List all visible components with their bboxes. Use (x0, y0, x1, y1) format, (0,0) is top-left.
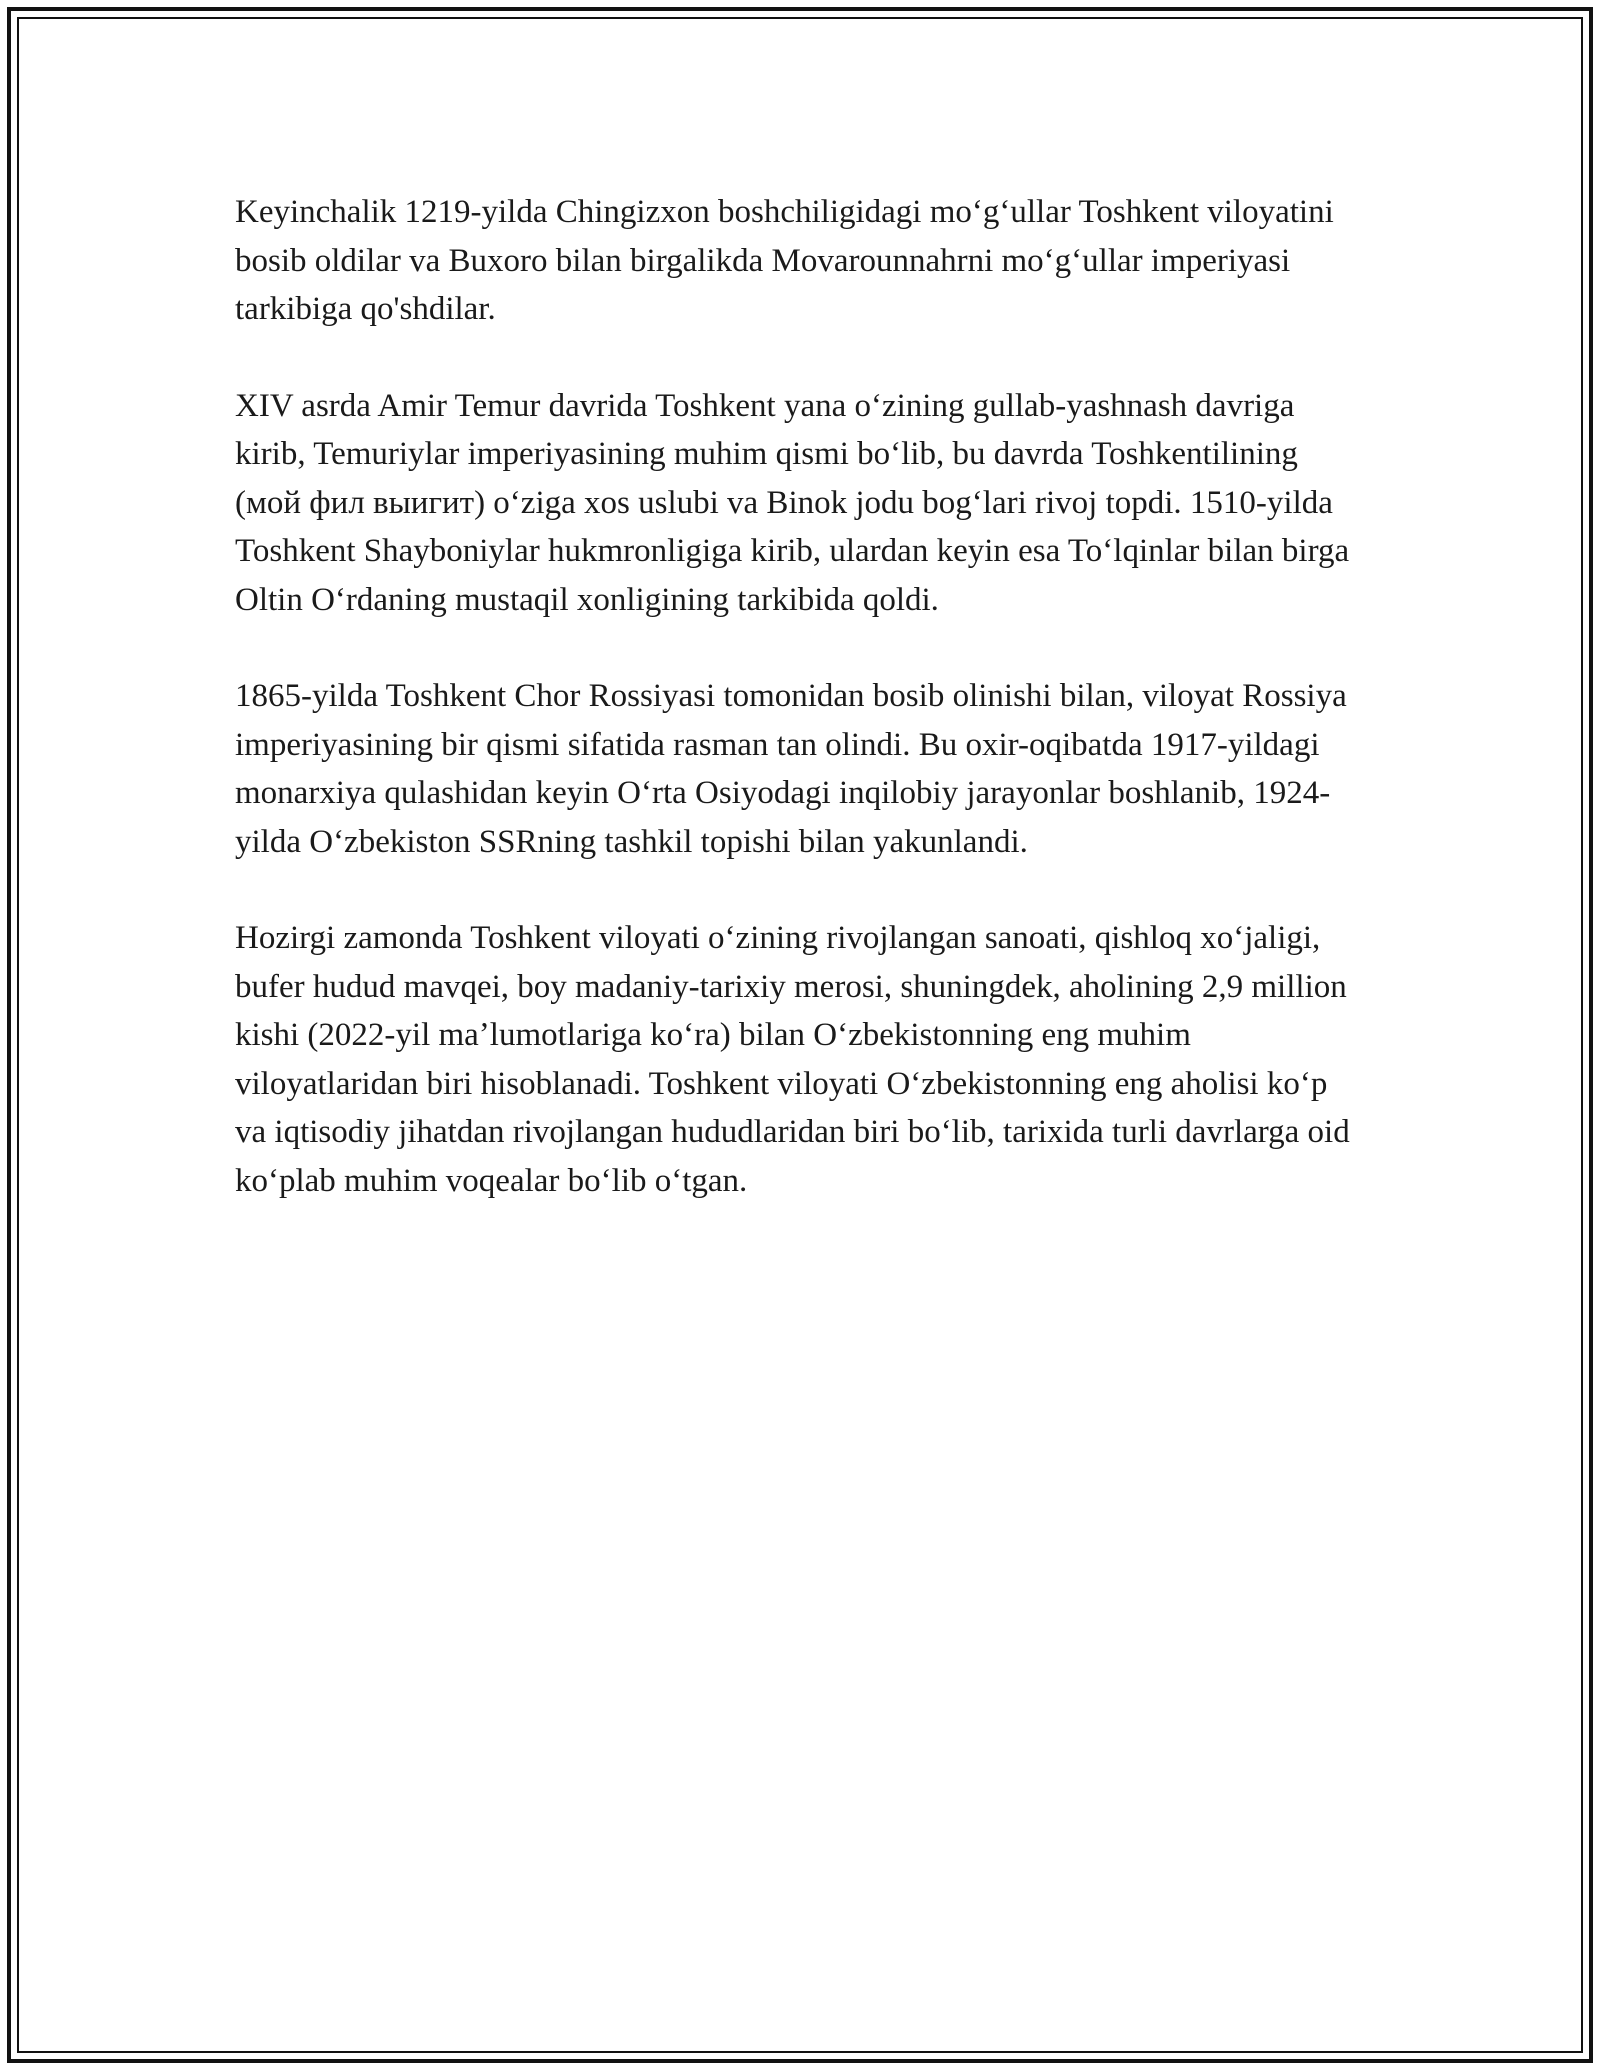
paragraph-mongol-conquest: Keyinchalik 1219-yilda Chingizxon boshchiligidagi moʻgʻullar Toshkent viloyatini bosib oldilar va Buxoro bilan birgalikda Movarounnahrni moʻgʻullar imperiyasi tarkibiga qo'shdilar. (235, 194, 1334, 327)
paragraph-russian-empire: 1865-yilda Toshkent Chor Rossiyasi tomonidan bosib olinishi bilan, viloyat Rossiya imperiyasining bir qismi sifatida rasman tan olindi. Bu oxir-oqibatda 1917-yildagi monarxiya qulashidan keyin Oʻrta Osiyodagi inqilobiy jarayonlar boshlanib, 1924-yilda Oʻzbekiston SSRning tashkil topishi bilan yakunlandi. (235, 678, 1347, 860)
paragraph-modern-day: Hozirgi zamonda Toshkent viloyati oʻzining rivojlangan sanoati, qishloq xoʻjaligi, bufer hudud mavqei, boy madaniy-tarixiy merosi, shuningdek, aholining 2,9 million kishi (2022-yil maʼlumotlariga koʻra) bilan Oʻzbekistonning eng muhim viloyatlaridan biri hisoblanadi. Toshkent viloyati Oʻzbekistonning eng aholisi koʻp va iqtisodiy jihatdan rivojlangan hududlaridan biri boʻlib, tarixida turli davrlarga oid koʻplab muhim voqealar boʻlib oʻtgan. (235, 920, 1350, 1199)
paragraph-timurid-era: XIV asrda Amir Temur davrida Toshkent yana oʻzining gullab-yashnash davriga kirib, Temuriylar imperiyasining muhim qismi boʻlib, bu davrda Toshkentilining (мой фил выигит) oʻziga xos uslubi va Binok jodu bogʻlari rivoj topdi. 1510-yilda Toshkent Shayboniylar hukmronligiga kirib, ulardan keyin esa Toʻlqinlar bilan birga Oltin Oʻrdaning mustaqil xonligining tarkibida qoldi. (235, 387, 1350, 618)
document-body (235, 188, 1365, 1253)
